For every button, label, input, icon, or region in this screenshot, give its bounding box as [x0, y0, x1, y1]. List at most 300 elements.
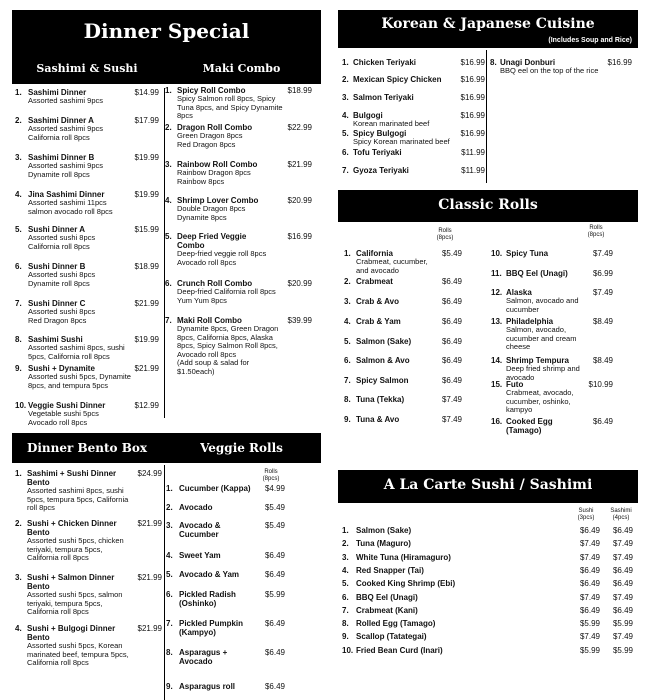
menu-item-price: $20.99: [287, 196, 312, 205]
menu-item-number: 4.: [342, 111, 349, 120]
menu-item-body: [356, 415, 428, 424]
menu-item-price: $12.99: [134, 401, 159, 410]
menu-item-number: 11.: [491, 269, 502, 278]
menu-item-name: BBQ Eel (Unagi): [506, 269, 568, 278]
sashimi-price: $6.49: [612, 526, 633, 535]
menu-item-name: Pickled Pumpkin (Kampyo): [179, 619, 244, 637]
menu-item-name: Red Snapper (Tai): [356, 565, 424, 575]
menu-item-body: [506, 288, 586, 314]
menu-item-name: Rolled Egg (Tamago): [356, 619, 436, 629]
menu-item-description: Salmon, avocado and cucumber: [506, 296, 579, 314]
menu-item-number: 6.: [344, 356, 351, 365]
menu-item-body: [500, 58, 612, 76]
menu-item-number: 7.: [15, 299, 22, 308]
menu-item-body: [356, 317, 428, 326]
menu-item-description: Rainbow Dragon 8pcs Rainbow 8pcs: [177, 168, 251, 186]
korean-japanese-divider: [486, 50, 487, 183]
menu-item-body: [28, 153, 132, 179]
menu-item-price: $21.99: [137, 519, 162, 528]
menu-item-name: Alaska: [506, 288, 532, 297]
menu-item-number: 4.: [15, 624, 22, 633]
menu-item-name: Tuna (Tekka): [356, 395, 405, 404]
menu-item-name: Mexican Spicy Chicken: [353, 75, 442, 84]
menu-item-price: $6.49: [441, 356, 462, 365]
menu-item-name: Sushi + Bulgogi Dinner Bento: [27, 624, 116, 642]
sushi-price: $6.49: [579, 565, 600, 575]
menu-item-name: Sushi + Salmon Dinner Bento: [27, 573, 115, 591]
menu-item-body: [179, 570, 259, 579]
sashimi-colhead-label: Sashimi (4pcs): [610, 508, 632, 521]
sashimi-price: $5.99: [612, 645, 633, 655]
menu-item-name: Cucumber (Kappa): [179, 484, 251, 493]
menu-item-name: Bulgogi: [353, 111, 383, 120]
menu-item-description: Spicy Salmon roll 8pcs, Spicy Tuna 8pcs, and Spicy Dynamite 8pcs: [177, 94, 283, 120]
menu-item-body: [506, 417, 586, 435]
menu-item-name: BBQ Eel (Unagi): [356, 592, 418, 602]
menu-item-body: [179, 619, 259, 637]
sushi-price: $7.49: [579, 632, 600, 642]
sashimi-colhead: [604, 508, 638, 521]
menu-item-name: Philadelphia: [506, 317, 554, 326]
menu-item-description: Assorted sashimi 8pcs, sushi 5pcs, tempura 5pcs, California roll 8pcs: [27, 486, 129, 512]
menu-item-price: $6.99: [592, 269, 613, 278]
menu-item-number: 9.: [166, 682, 173, 691]
menu-item-name: Crab & Yam: [356, 317, 401, 326]
menu-item-body: [177, 232, 297, 267]
menu-item-body: [28, 335, 132, 361]
korean-japanese-subtitle: (Includes Soup and Rice): [548, 37, 632, 44]
menu-item-number: 2.: [15, 519, 22, 528]
menu-item-number: 5.: [165, 232, 172, 241]
menu-item-number: 1.: [342, 58, 349, 67]
menu-item-number: 1.: [344, 249, 351, 258]
classic-rolls-colhead-right: [581, 225, 611, 238]
dinner-special-divider: [164, 88, 165, 418]
menu-item-name: Gyoza Teriyaki: [353, 166, 409, 175]
menu-item-name: Sushi + Dynamite: [28, 364, 95, 373]
menu-item-body: [27, 519, 135, 563]
menu-item-name: Dragon Roll Combo: [177, 123, 253, 132]
menu-item-body: [177, 123, 297, 149]
menu-item-price: $39.99: [287, 316, 312, 325]
menu-item-name: Sashimi Sushi: [28, 335, 83, 344]
menu-item-price: $16.99: [460, 75, 485, 84]
menu-item-price: $6.49: [441, 337, 462, 346]
menu-item-name: Avocado & Cucumber: [179, 521, 221, 539]
menu-item-price: $5.99: [264, 590, 285, 599]
menu-item-description: Assorted sashimi 9pcs: [28, 96, 104, 105]
menu-item-price: $6.49: [441, 317, 462, 326]
menu-item-body: [356, 395, 428, 404]
menu-item-price: $8.49: [592, 317, 613, 326]
menu-item-name: Crunch Roll Combo: [177, 279, 253, 288]
menu-item-name: Sushi Dinner C: [28, 299, 86, 308]
menu-item-price: $6.49: [264, 682, 285, 691]
menu-item-body: [356, 606, 506, 615]
menu-item-body: [353, 58, 463, 67]
menu-item-body: [179, 648, 259, 666]
menu-item-number: 16.: [491, 417, 503, 426]
menu-item-description: Korean marinated beef: [353, 119, 430, 128]
menu-item-description: Assorted sushi 5pcs, Korean marinated beef, tempura 5pcs, California roll 8pcs: [27, 641, 129, 667]
menu-item-body: [506, 380, 586, 415]
menu-item-body: [177, 316, 297, 376]
menu-item-name: Salmon & Avo: [356, 356, 410, 365]
menu-item-number: 10.: [491, 249, 503, 258]
menu-item-price: $6.49: [441, 277, 462, 286]
menu-item-body: [356, 526, 506, 535]
menu-item-body: [356, 356, 428, 365]
menu-item-body: [179, 521, 259, 539]
menu-item-price: $11.99: [461, 166, 485, 175]
sushi-price: $6.49: [579, 579, 600, 589]
menu-item-number: 13.: [491, 317, 503, 326]
sashimi-price: $6.49: [612, 605, 633, 615]
menu-item-number: 3.: [342, 552, 349, 562]
menu-item-name: Tuna & Avo: [356, 415, 400, 424]
menu-item-body: [506, 249, 586, 258]
menu-item-name: Spicy Bulgogi: [353, 129, 407, 138]
menu-item-name: Spicy Tuna: [506, 249, 549, 258]
menu-item-body: [27, 624, 135, 668]
menu-item-name: Sashimi + Sushi Dinner Bento: [27, 469, 117, 487]
menu-item-name: Salmon Teriyaki: [353, 93, 414, 102]
menu-item-number: 2.: [342, 539, 349, 549]
menu-item-number: 3.: [165, 160, 172, 169]
menu-item-number: 4.: [15, 190, 22, 199]
menu-item-name: Avocado & Yam: [179, 570, 240, 579]
sashimi-price: $7.49: [612, 552, 633, 562]
menu-item-name: Sushi + Chicken Dinner Bento: [27, 519, 117, 537]
menu-item-body: [353, 129, 463, 147]
menu-item-name: Spicy Roll Combo: [177, 86, 246, 95]
menu-item-name: Chicken Teriyaki: [353, 58, 416, 67]
menu-item-description: BBQ eel on the top of the rice: [500, 66, 599, 75]
menu-item-number: 5.: [166, 570, 173, 579]
menu-item-price: $5.49: [441, 249, 462, 258]
menu-item-price: $4.99: [264, 484, 285, 493]
menu-item-number: 2.: [342, 75, 349, 84]
menu-item-name: Sushi Dinner A: [28, 225, 86, 234]
menu-item-number: 7.: [342, 166, 349, 175]
menu-item-description: Crabmeat, cucumber, and avocado: [356, 257, 428, 275]
menu-item-number: 1.: [342, 526, 349, 535]
menu-item-number: 14.: [491, 356, 503, 365]
menu-item-number: 4.: [166, 551, 173, 560]
menu-item-price: $5.49: [264, 521, 285, 530]
menu-item-name: Avocado: [179, 503, 213, 512]
menu-item-number: 7.: [344, 376, 351, 385]
menu-item-body: [27, 573, 135, 617]
sushi-price: $6.49: [579, 605, 600, 615]
menu-item-body: [356, 566, 506, 575]
menu-item-name: Scallop (Tatategai): [356, 632, 427, 642]
menu-item-price: $18.99: [134, 262, 159, 271]
menu-item-price: $10.99: [588, 380, 613, 389]
sushi-price: $7.49: [579, 539, 600, 549]
menu-item-name: Sashimi Dinner B: [28, 153, 95, 162]
menu-item-body: [177, 196, 297, 222]
menu-item-name: Rainbow Roll Combo: [177, 160, 258, 169]
menu-item-price: $16.99: [460, 111, 485, 120]
menu-item-body: [356, 593, 506, 602]
classic-rolls-colhead-left: [430, 228, 460, 241]
korean-japanese-title: Korean & Japanese Cuisine: [381, 16, 595, 32]
menu-item-number: 1.: [165, 86, 172, 95]
menu-item-description: Assorted sushi 5pcs, Dynamite 8pcs, and tempura 5pcs: [28, 372, 131, 390]
menu-item-price: $7.49: [592, 288, 613, 297]
menu-item-name: Sweet Yam: [179, 551, 221, 560]
menu-item-body: [353, 148, 463, 157]
menu-item-name: Crab & Avo: [356, 297, 399, 306]
menu-item-number: 6.: [15, 262, 22, 271]
menu-item-description: Assorted sashimi 11pcs salmon avocado roll 8pcs: [28, 198, 113, 216]
menu-item-body: [353, 111, 463, 129]
menu-item-body: [28, 401, 132, 427]
menu-item-number: 7.: [165, 316, 172, 325]
menu-item-name: Sashimi Dinner: [28, 88, 87, 97]
menu-item-name: Sashimi Dinner A: [28, 116, 94, 125]
menu-item-price: $19.99: [134, 153, 159, 162]
menu-item-body: [356, 539, 506, 548]
sashimi-price: $5.99: [612, 619, 633, 629]
sushi-price: $5.99: [579, 619, 600, 629]
menu-item-number: 9.: [15, 364, 22, 373]
menu-item-number: 1.: [15, 469, 22, 478]
menu-item-name: California: [356, 249, 393, 258]
bento-veggie-panel: [12, 433, 321, 700]
sushi-price: $6.49: [579, 526, 600, 535]
menu-item-price: $20.99: [287, 279, 312, 288]
sashimi-price: $6.49: [612, 565, 633, 575]
menu-item-name: Pickled Radish (Oshinko): [179, 590, 236, 608]
menu-item-name: Crabmeat (Kani): [356, 605, 418, 615]
menu-item-price: $21.99: [287, 160, 312, 169]
sushi-colhead: [571, 508, 601, 521]
classic-rolls-panel: [338, 190, 638, 445]
menu-item-price: $17.99: [134, 116, 159, 125]
menu-item-number: 15.: [491, 380, 503, 389]
menu-item-number: 10.: [342, 645, 354, 655]
menu-item-number: 6.: [342, 148, 349, 157]
menu-item-number: 6.: [166, 590, 173, 599]
menu-item-price: $5.49: [264, 503, 285, 512]
menu-item-number: 2.: [344, 277, 351, 286]
menu-item-name: Cooked Egg (Tamago): [506, 417, 553, 435]
a-la-carte-header: [338, 470, 638, 503]
menu-item-price: $21.99: [137, 624, 162, 633]
classic-rolls-title: Classic Rolls: [438, 197, 538, 213]
menu-item-description: Assorted sushi 5pcs, chicken teriyaki, tempura 5pcs, California roll 8pcs: [27, 536, 124, 562]
menu-item-name: Crabmeat: [356, 277, 393, 286]
menu-item-body: [179, 503, 259, 512]
menu-item-price: $15.99: [134, 225, 159, 234]
menu-item-price: $11.99: [461, 148, 485, 157]
menu-item-body: [177, 279, 297, 305]
menu-item-description: Assorted sushi 8pcs California roll 8pcs: [28, 233, 96, 251]
menu-item-name: Tuna (Maguro): [356, 539, 411, 549]
menu-item-name: White Tuna (Hiramaguro): [356, 552, 451, 562]
sashimi-price: $7.49: [612, 632, 633, 642]
menu-item-description: Dynamite 8pcs, Green Dragon 8pcs, California 8pcs, Alaska 8pcs, Spicy Salmon Roll 8pcs, Avocado roll 8pcs (Add soup & salad for $1.50each): [177, 324, 279, 376]
menu-item-body: [28, 190, 132, 216]
menu-item-number: 12.: [491, 288, 503, 297]
sashimi-sushi-header: Sashimi & Sushi: [36, 62, 138, 75]
menu-item-number: 4.: [344, 317, 351, 326]
menu-item-name: Jina Sashimi Dinner: [28, 190, 105, 199]
veggie-rolls-header: Veggie Rolls: [200, 441, 283, 455]
menu-item-price: $16.99: [460, 93, 485, 102]
menu-item-body: [28, 88, 132, 106]
menu-item-body: [356, 249, 428, 275]
veggie-rolls-colhead: [256, 469, 286, 482]
menu-item-price: $22.99: [287, 123, 312, 132]
menu-item-description: Deep-fried California roll 8pcs Yum Yum 8pcs: [177, 287, 276, 305]
menu-item-body: [177, 86, 297, 121]
menu-item-price: $21.99: [134, 299, 159, 308]
menu-item-body: [28, 299, 132, 325]
sashimi-price: $7.49: [612, 592, 633, 602]
menu-item-price: $6.49: [264, 551, 285, 560]
sushi-price: $7.49: [579, 592, 600, 602]
menu-item-name: Tofu Teriyaki: [353, 148, 402, 157]
menu-item-description: Spicy Korean marinated beef: [353, 137, 450, 146]
menu-item-number: 8.: [344, 395, 351, 404]
menu-item-name: Futo: [506, 380, 524, 389]
korean-japanese-header: [338, 10, 638, 48]
menu-item-number: 9.: [344, 415, 351, 424]
menu-item-body: [356, 376, 428, 385]
sashimi-price: $7.49: [612, 539, 633, 549]
menu-item-price: $16.99: [607, 58, 632, 67]
menu-item-number: 8.: [15, 335, 22, 344]
menu-item-price: $16.99: [460, 58, 485, 67]
menu-item-name: Salmon (Sake): [356, 337, 412, 346]
menu-item-number: 2.: [166, 503, 173, 512]
menu-item-body: [353, 75, 463, 84]
menu-item-number: 6.: [342, 592, 349, 602]
menu-item-name: Shrimp Tempura: [506, 356, 569, 365]
menu-item-name: Fried Bean Curd (Inari): [356, 645, 443, 655]
menu-item-name: Cooked King Shrimp (Ebi): [356, 579, 456, 589]
menu-item-body: [356, 277, 428, 286]
menu-item-number: 3.: [344, 297, 351, 306]
menu-item-number: 10.: [15, 401, 27, 410]
menu-item-description: Assorted sashimi 9pcs California roll 8pcs: [28, 124, 104, 142]
menu-item-description: Green Dragon 8pcs Red Dragon 8pcs: [177, 131, 243, 149]
menu-item-number: 2.: [165, 123, 172, 132]
menu-item-body: [28, 262, 132, 288]
menu-item-description: Assorted sashimi 8pcs, sushi 5pcs, California roll 8pcs: [28, 343, 125, 361]
menu-item-number: 8.: [166, 648, 173, 657]
menu-item-number: 7.: [342, 605, 349, 615]
menu-item-price: $6.49: [264, 619, 285, 628]
menu-item-body: [179, 551, 259, 560]
menu-item-number: 6.: [165, 279, 172, 288]
classic-rolls-colhead-label: Rolls (8pcs): [587, 225, 605, 238]
a-la-carte-panel: [338, 470, 638, 700]
menu-item-number: 2.: [15, 116, 22, 125]
dinner-special-panel: [12, 10, 321, 427]
menu-item-body: [506, 269, 586, 278]
menu-item-description: Salmon, avocado, cucumber and cream cheese: [506, 325, 577, 351]
menu-item-number: 9.: [342, 632, 349, 642]
menu-item-description: Deep-fried veggie roll 8pcs Avocado roll 8pcs: [177, 249, 267, 267]
menu-item-body: [353, 166, 463, 175]
menu-item-body: [356, 337, 428, 346]
menu-item-number: 5.: [15, 225, 22, 234]
maki-combo-header: Maki Combo: [202, 62, 281, 75]
menu-item-description: Assorted sushi 8pcs Dynamite roll 8pcs: [28, 270, 96, 288]
menu-item-description: Crabmeat, avocado, cucumber, oshinko, kampyo: [506, 388, 574, 414]
menu-item-number: 8.: [342, 619, 349, 629]
a-la-carte-title: A La Carte Sushi / Sashimi: [383, 477, 593, 493]
menu-item-body: [506, 356, 586, 382]
menu-item-name: Asparagus roll: [179, 682, 236, 691]
menu-item-body: [28, 364, 132, 390]
menu-item-description: Assorted sushi 8pcs Red Dragon 8pcs: [28, 307, 96, 325]
dinner-bento-header: Dinner Bento Box: [26, 441, 148, 455]
menu-item-body: [356, 632, 506, 641]
menu-item-body: [356, 579, 506, 588]
menu-item-body: [353, 93, 463, 102]
menu-item-price: $21.99: [137, 573, 162, 582]
menu-item-description: Deep fried shrimp and avocado: [506, 364, 580, 382]
menu-item-body: [179, 590, 259, 608]
korean-japanese-panel: [338, 10, 638, 185]
dinner-special-title: Dinner Special: [83, 19, 250, 43]
menu-item-number: 3.: [15, 573, 22, 582]
menu-item-name: Spicy Salmon: [356, 376, 409, 385]
menu-item-name: Maki Roll Combo: [177, 316, 242, 325]
menu-item-body: [356, 553, 506, 562]
menu-item-number: 1.: [15, 88, 22, 97]
classic-rolls-header: [338, 190, 638, 222]
menu-item-price: $19.99: [134, 190, 159, 199]
menu-item-number: 5.: [342, 579, 349, 589]
menu-item-price: $14.99: [134, 88, 159, 97]
menu-item-name: Deep Fried Veggie Combo: [177, 232, 247, 250]
sashimi-price: $6.49: [612, 579, 633, 589]
menu-item-body: [356, 646, 506, 655]
menu-item-number: 3.: [166, 521, 173, 530]
menu-item-body: [506, 317, 586, 352]
menu-item-description: Double Dragon 8pcs Dynamite 8pcs: [177, 204, 246, 222]
menu-item-price: $7.49: [441, 395, 462, 404]
menu-item-number: 3.: [15, 153, 22, 162]
menu-item-description: Assorted sushi 5pcs, salmon teriyaki, tempura 5pcs, California roll 8pcs: [27, 590, 123, 616]
menu-item-body: [356, 619, 506, 628]
classic-rolls-colhead-label: Rolls (8pcs): [436, 228, 454, 241]
menu-item-body: [177, 160, 297, 186]
menu-item-price: $7.49: [592, 249, 613, 258]
menu-item-number: 8.: [490, 58, 497, 67]
menu-item-price: $8.49: [592, 356, 613, 365]
menu-item-price: $7.49: [441, 415, 462, 424]
menu-item-name: Unagi Donburi: [500, 58, 556, 67]
menu-item-number: 5.: [344, 337, 351, 346]
menu-item-name: Salmon (Sake): [356, 526, 412, 535]
menu-item-price: $6.49: [441, 376, 462, 385]
menu-item-description: Assorted sashimi 9pcs Dynamite roll 8pcs: [28, 161, 104, 179]
menu-item-price: $19.99: [134, 335, 159, 344]
menu-item-description: Vegetable sushi 5pcs Avocado roll 8pcs: [28, 409, 99, 427]
menu-item-number: 7.: [166, 619, 173, 628]
menu-item-body: [28, 116, 132, 142]
menu-item-number: 4.: [165, 196, 172, 205]
menu-item-body: [27, 469, 135, 513]
menu-item-price: $16.99: [460, 129, 485, 138]
